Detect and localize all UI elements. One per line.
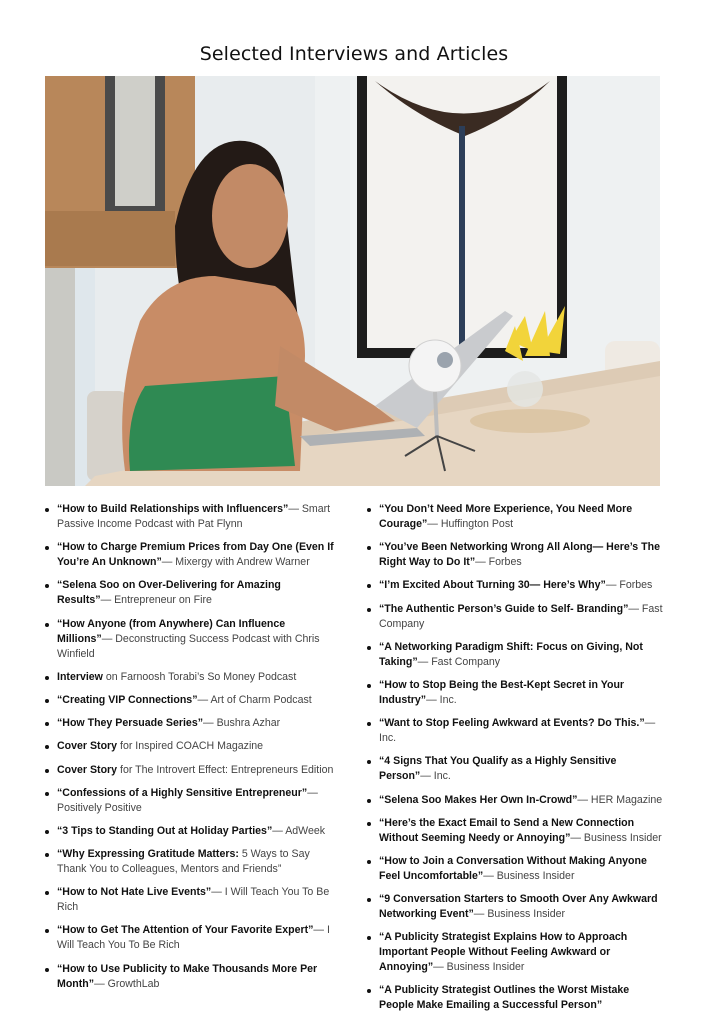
item-source: — Business Insider <box>473 908 566 921</box>
item-source: — Business Insider <box>483 869 575 882</box>
list-item[interactable] <box>366 983 666 1013</box>
list-item[interactable] <box>44 847 334 877</box>
item-source: — Inc. <box>426 693 457 706</box>
list-item[interactable] <box>366 502 666 532</box>
list-item[interactable] <box>366 854 666 884</box>
item-title[interactable]: “A Publicity Strategist Explains How to Approach Important People Without Feeling Awkward or Annoying” <box>379 931 628 974</box>
list-item[interactable] <box>366 892 666 922</box>
item-source: — Art of Charm Podcast <box>197 693 312 706</box>
list-item[interactable] <box>366 578 666 593</box>
item-source: for Inspired COACH Magazine <box>117 740 264 753</box>
item-title[interactable]: Cover Story <box>57 740 118 753</box>
item-title[interactable]: “How Anyone (from Anywhere) Can Influence Millions” <box>57 617 286 645</box>
list-item[interactable] <box>44 693 334 708</box>
list-item[interactable] <box>366 816 666 846</box>
list-item[interactable] <box>366 602 666 632</box>
item-title[interactable]: “A Publicity Strategist Outlines the Worst Mistake People Make Emailing a Successful Person” <box>379 984 630 1012</box>
item-source: — Mixergy with Andrew Warner <box>161 556 310 569</box>
list-item[interactable] <box>366 754 666 784</box>
item-title[interactable]: “9 Conversation Starters to Smooth Over Any Awkward Networking Event” <box>379 893 658 921</box>
list-item[interactable] <box>366 640 666 670</box>
list-item[interactable] <box>366 930 666 975</box>
item-source: — I Will Teach You To Be Rich <box>57 924 330 952</box>
item-source: — Inc. <box>420 770 451 783</box>
item-source: — Business Insider <box>433 961 525 974</box>
list-item[interactable] <box>44 502 334 532</box>
interviews-list-right <box>366 502 666 1022</box>
list-item[interactable] <box>44 540 334 570</box>
item-title[interactable]: “Selena Soo Makes Her Own In-Crowd” <box>379 793 578 806</box>
item-source: on Farnoosh Torabi’s So Money Podcast <box>102 670 297 683</box>
item-source: 5 Ways to Say Thank You to Colleagues, Mentors and Friends” <box>57 848 310 876</box>
list-item[interactable] <box>44 923 334 953</box>
item-title[interactable]: “Confessions of a Highly Sensitive Entrepreneur” <box>57 786 308 799</box>
list-item[interactable] <box>44 578 334 608</box>
item-title[interactable]: “How They Persuade Series” <box>57 717 204 730</box>
item-source: — Bushra Azhar <box>203 717 281 730</box>
item-title[interactable]: “3 Tips to Standing Out at Holiday Parties” <box>57 824 273 837</box>
item-source: for The Introvert Effect: Entrepreneurs Edition <box>117 763 334 776</box>
hero-photo-illustration <box>45 76 660 486</box>
item-source: — AdWeek <box>272 824 326 837</box>
item-title[interactable]: “Here’s the Exact Email to Send a New Connection Without Seeming Needy or Annoying” <box>379 816 635 844</box>
item-source: — Forbes <box>475 556 522 569</box>
list-item[interactable] <box>44 716 334 731</box>
item-source: — Forbes <box>605 579 653 592</box>
item-title[interactable]: “I’m Excited About Turning 30— Here’s Why” <box>379 579 606 592</box>
item-title[interactable]: Cover Story <box>57 763 118 776</box>
item-source: — Fast Company <box>379 602 663 630</box>
list-item[interactable] <box>44 824 334 839</box>
item-title[interactable]: “How to Charge Premium Prices from Day One (Even If You’re An Unknown” <box>57 541 334 569</box>
item-source: — Inc. <box>379 717 656 745</box>
list-item[interactable] <box>366 793 666 808</box>
item-source: — Smart Passive Income Podcast with Pat Flynn <box>57 503 331 530</box>
item-title[interactable]: “4 Signs That You Qualify as a Highly Sensitive Person” <box>379 755 617 783</box>
list-item[interactable] <box>366 716 666 746</box>
item-title[interactable]: “Creating VIP Connections” <box>57 693 198 706</box>
item-source: — Fast Company <box>417 655 501 668</box>
list-item[interactable] <box>44 739 334 754</box>
item-source: — Deconstructing Success Podcast with Chris Winfield <box>57 632 320 660</box>
item-title[interactable]: “You Don’t Need More Experience, You Need More Courage” <box>379 503 633 530</box>
item-source: — Business Insider <box>570 831 662 844</box>
item-title[interactable]: “Why Expressing Gratitude Matters: <box>57 848 239 861</box>
item-title[interactable]: “How to Use Publicity to Make Thousands More Per Month” <box>57 962 318 990</box>
page-title: Selected Interviews and Articles <box>199 42 509 65</box>
item-title[interactable]: “How to Build Relationships with Influencers” <box>57 503 289 515</box>
list-item[interactable] <box>44 962 334 992</box>
item-source: — Huffington Post <box>427 518 514 530</box>
list-item[interactable] <box>366 540 666 570</box>
item-source: — I Will Teach You To Be Rich <box>57 886 330 914</box>
item-source: — Entrepreneur on Fire <box>100 594 212 607</box>
interviews-list-left <box>44 502 334 1000</box>
hero-photo <box>45 76 660 486</box>
item-source: — Positively Positive <box>57 786 318 814</box>
item-title[interactable]: “How to Get The Attention of Your Favorite Expert” <box>57 924 314 937</box>
item-title[interactable]: “How to Stop Being the Best-Kept Secret in Your Industry” <box>379 678 625 706</box>
item-title[interactable]: “Want to Stop Feeling Awkward at Events? Do This.” <box>379 717 645 730</box>
item-title[interactable]: “Selena Soo on Over-Delivering for Amazing Results” <box>57 579 281 607</box>
item-title[interactable]: “How to Not Hate Live Events” <box>57 886 212 899</box>
item-title[interactable]: Interview <box>57 670 103 683</box>
item-title[interactable]: “You’ve Been Networking Wrong All Along— Here’s The Right Way to Do It” <box>379 541 660 569</box>
list-item[interactable] <box>44 786 334 816</box>
item-source: — HER Magazine <box>577 793 663 806</box>
list-item[interactable] <box>366 678 666 708</box>
list-item[interactable] <box>44 617 334 662</box>
item-title[interactable]: “A Networking Paradigm Shift: Focus on Giving, Not Taking” <box>379 640 643 668</box>
list-item[interactable] <box>44 885 334 915</box>
item-title[interactable]: “How to Join a Conversation Without Making Anyone Feel Uncomfortable” <box>379 854 647 882</box>
list-item[interactable] <box>44 763 334 778</box>
item-title[interactable]: “The Authentic Person’s Guide to Self- Branding” <box>379 602 629 615</box>
item-source: — GrowthLab <box>94 977 160 990</box>
list-item[interactable] <box>44 670 334 685</box>
